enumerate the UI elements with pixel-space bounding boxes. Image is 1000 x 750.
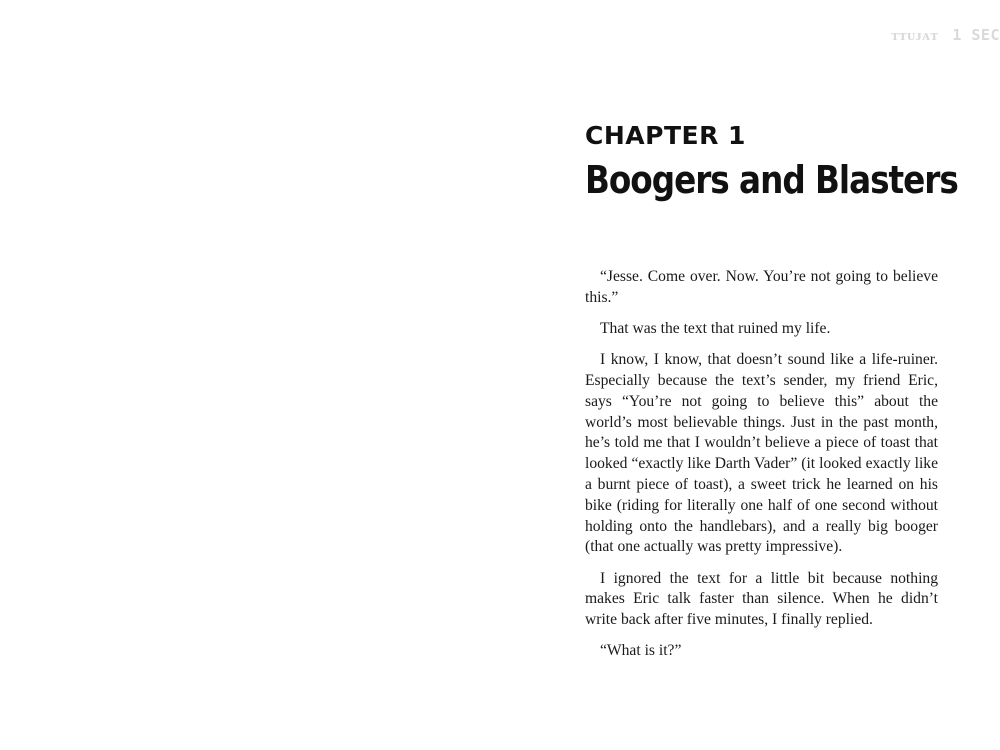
paragraph: That was the text that ruined my life. [600, 319, 831, 337]
right-page [500, 0, 1000, 750]
paragraph: “Jesse. Come over. Now. You’re not going to believe this.” [585, 268, 938, 306]
page-number: 1 SEC [952, 26, 1000, 44]
paragraph: “What is it?” [600, 642, 682, 660]
paragraph: I ignored the text for a little bit because nothing makes Eric talk faster than silence. When he didn’t write back after five minutes, I finally replied. [585, 569, 938, 629]
chapter-title: Boogers and Blasters [585, 158, 958, 202]
paragraph: I know, I know, that doesn’t sound like a life-ruiner. Especially because the text’s sender, my friend Eric, says “You’re not going to believe this” about the world’s most believable things. Just in the past month, he’s told me that I wouldn’t believe a piece of toast that looked “exactly like Darth Vader” (it looked exactly like a burnt piece of toast), a sweet trick he learned on his bike (riding for literally one half of one second without holding onto the handlebars), and a really big booger (that one actually was pretty impressive). [585, 351, 938, 556]
chapter-body [585, 267, 938, 673]
running-head-title: ᴛᴛᴜᴊᴀᴛ [891, 26, 939, 44]
running-head [891, 26, 1000, 45]
chapter-label: CHAPTER 1 [585, 121, 746, 150]
